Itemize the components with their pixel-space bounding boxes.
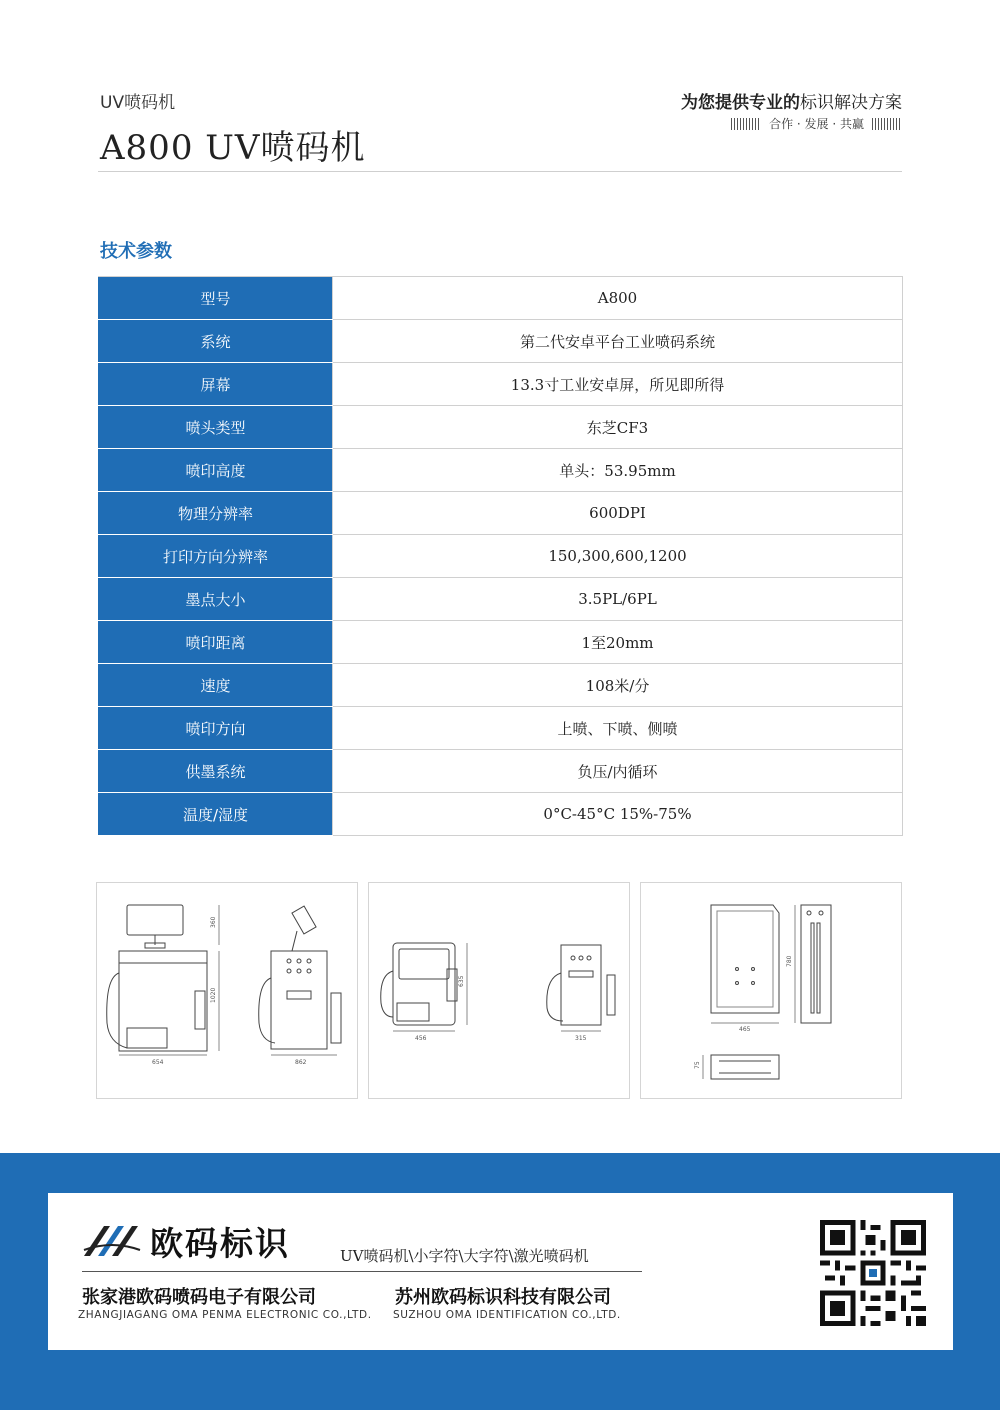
table-row — [99, 707, 903, 750]
spec-value: 单头：53.95mm — [333, 449, 903, 492]
decorative-bars-left — [731, 118, 761, 130]
spec-value: 负压/内循环 — [333, 750, 903, 793]
spec-value: 1至20mm — [333, 621, 903, 664]
company2-name-en: SUZHOU OMA IDENTIFICATION CO.,LTD. — [393, 1309, 621, 1321]
dim-label: 75 — [694, 1061, 701, 1069]
spec-key: 喷头类型 — [99, 406, 333, 449]
slogan-bold: 为您提供专业的 — [681, 93, 800, 113]
spec-key: 物理分辨率 — [99, 492, 333, 535]
slogan-rest: 标识解决方案 — [800, 93, 902, 113]
spec-key: 喷印高度 — [99, 449, 333, 492]
spec-value: 600DPI — [333, 492, 903, 535]
spec-value: 108米/分 — [333, 664, 903, 707]
spec-key: 喷印距离 — [99, 621, 333, 664]
company1-name-en: ZHANGJIAGANG OMA PENMA ELECTRONIC CO.,LTD. — [78, 1309, 372, 1321]
header-subtitle: UV喷码机 — [100, 93, 176, 113]
spec-key: 屏幕 — [99, 363, 333, 406]
spec-value: 150,300,600,1200 — [333, 535, 903, 578]
spec-table — [98, 276, 903, 836]
decorative-bars-right — [872, 118, 902, 130]
spec-key: 打印方向分辨率 — [99, 535, 333, 578]
dim-label: 465 — [739, 1026, 751, 1033]
spec-value: 第二代安卓平台工业喷码系统 — [333, 320, 903, 363]
table-row — [99, 664, 903, 707]
spec-value: 0°C-45°C 15%-75% — [333, 793, 903, 836]
qr-code-icon — [820, 1220, 926, 1326]
company2-name-cn: 苏州欧码标识科技有限公司 — [395, 1287, 611, 1308]
footer-divider — [82, 1271, 642, 1272]
spec-value: 3.5PL/6PL — [333, 578, 903, 621]
dim-label: 862 — [295, 1059, 307, 1066]
table-row — [99, 621, 903, 664]
header-motto — [731, 115, 902, 132]
spec-key: 速度 — [99, 664, 333, 707]
table-row — [99, 793, 903, 836]
header-divider — [98, 171, 902, 172]
header-slogan — [681, 88, 902, 113]
table-row — [99, 449, 903, 492]
spec-value: 东芝CF3 — [333, 406, 903, 449]
product-line: UV喷码机\小字符\大字符\激光喷码机 — [340, 1247, 589, 1265]
spec-value: 上喷、下喷、侧喷 — [333, 707, 903, 750]
spec-value: A800 — [333, 277, 903, 320]
machine-drawing-3 — [641, 883, 901, 1098]
table-row — [99, 363, 903, 406]
page-title: A800 UV喷码机 — [100, 128, 366, 168]
dim-label: 360 — [210, 916, 217, 928]
spec-key: 系统 — [99, 320, 333, 363]
dim-label: 654 — [152, 1059, 164, 1066]
table-row — [99, 320, 903, 363]
table-row — [99, 750, 903, 793]
table-row — [99, 406, 903, 449]
dim-label: 1020 — [210, 987, 217, 1003]
drawing-compact-view — [368, 882, 630, 1099]
oma-logo-icon — [82, 1220, 142, 1260]
brand-name: 欧码标识 — [150, 1224, 290, 1263]
section-title-specs: 技术参数 — [100, 241, 172, 262]
company1-name-cn: 张家港欧码喷码电子有限公司 — [82, 1287, 316, 1308]
table-row — [99, 277, 903, 320]
table-row — [99, 578, 903, 621]
dim-label: 315 — [575, 1035, 587, 1042]
spec-key: 温度/湿度 — [99, 793, 333, 836]
drawing-printhead-view — [640, 882, 902, 1099]
dim-label: 780 — [786, 955, 793, 967]
spec-key: 墨点大小 — [99, 578, 333, 621]
drawing-front-side-view — [96, 882, 358, 1099]
spec-key: 型号 — [99, 277, 333, 320]
table-row — [99, 492, 903, 535]
spec-key: 喷印方向 — [99, 707, 333, 750]
table-row — [99, 535, 903, 578]
machine-drawing-2 — [369, 883, 629, 1098]
spec-key: 供墨系统 — [99, 750, 333, 793]
dim-label: 456 — [415, 1035, 427, 1042]
machine-drawing-1 — [97, 883, 357, 1098]
dim-label: 635 — [458, 975, 465, 987]
motto-text: 合作 · 发展 · 共赢 — [769, 117, 864, 131]
spec-value: 13.3寸工业安卓屏，所见即所得 — [333, 363, 903, 406]
